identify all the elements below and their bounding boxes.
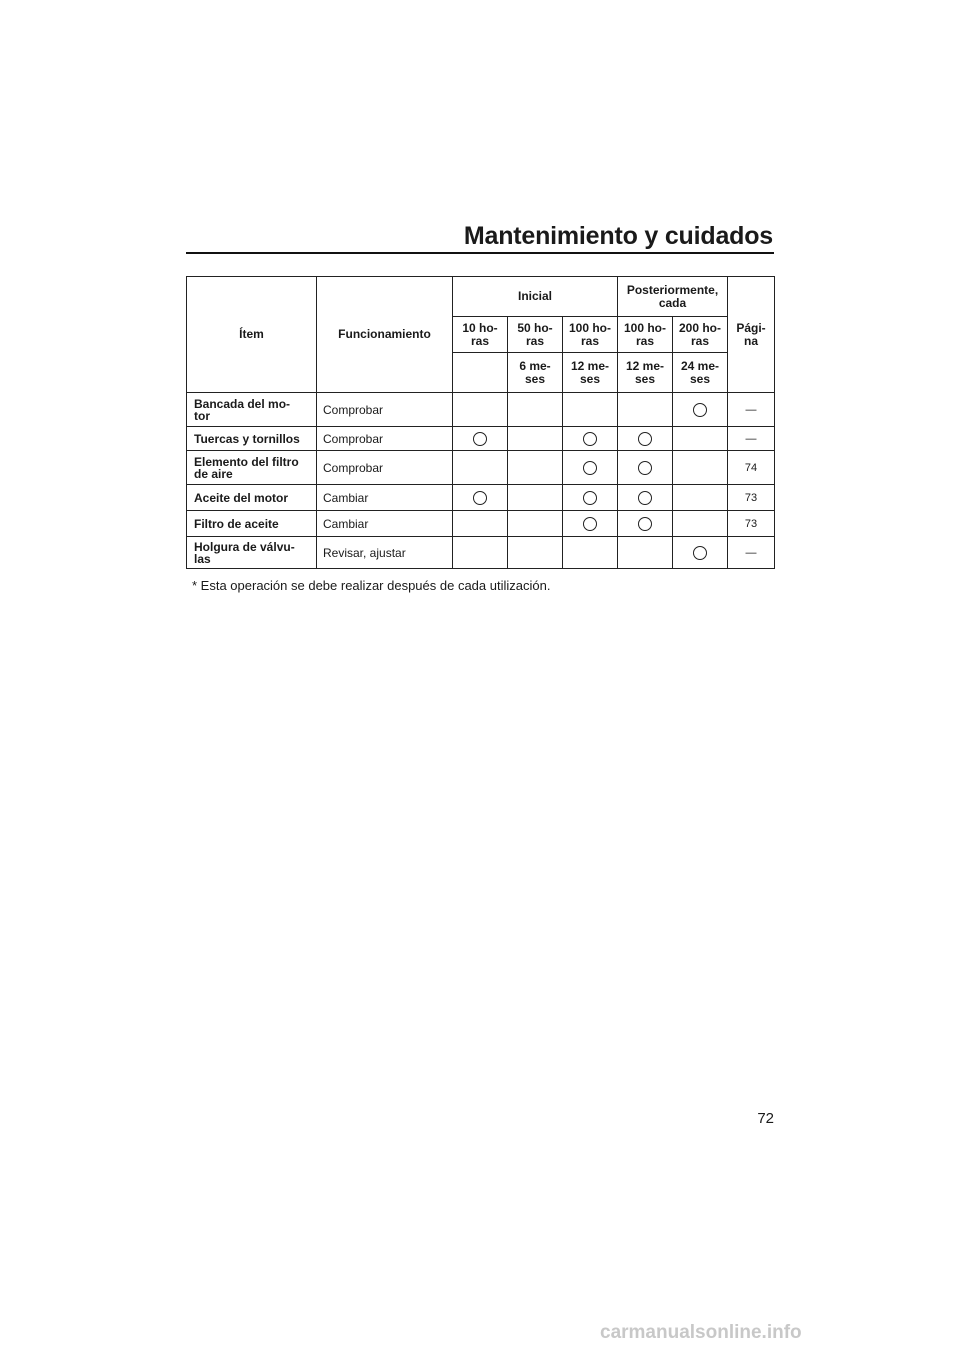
row-operation: Comprobar bbox=[317, 451, 453, 485]
schedule-cell bbox=[508, 393, 563, 427]
table-row bbox=[187, 537, 775, 569]
schedule-cell bbox=[673, 485, 728, 511]
row-page: 74 bbox=[728, 451, 775, 485]
table-row bbox=[187, 451, 775, 485]
header-months: 12 me- ses bbox=[563, 353, 618, 393]
header-months: 12 me- ses bbox=[618, 353, 673, 393]
row-item: Tuercas y tornillos bbox=[187, 427, 317, 451]
header-months: 24 me- ses bbox=[673, 353, 728, 393]
schedule-cell bbox=[563, 511, 618, 537]
row-operation: Comprobar bbox=[317, 427, 453, 451]
circle-mark-icon bbox=[638, 517, 652, 531]
circle-mark-icon bbox=[638, 461, 652, 475]
table-row bbox=[187, 511, 775, 537]
schedule-cell bbox=[453, 537, 508, 569]
page-title: Mantenimiento y cuidados bbox=[463, 222, 773, 250]
table-body bbox=[187, 393, 775, 569]
circle-mark-icon bbox=[693, 403, 707, 417]
schedule-cell bbox=[453, 451, 508, 485]
schedule-cell bbox=[673, 511, 728, 537]
header-initial: Inicial bbox=[453, 277, 618, 317]
row-operation: Cambiar bbox=[317, 485, 453, 511]
row-page: — bbox=[728, 427, 775, 451]
circle-mark-icon bbox=[473, 432, 487, 446]
schedule-cell bbox=[673, 427, 728, 451]
header-months bbox=[453, 353, 508, 393]
schedule-cell bbox=[563, 485, 618, 511]
circle-mark-icon bbox=[638, 491, 652, 505]
table-row bbox=[187, 485, 775, 511]
circle-mark-icon bbox=[583, 491, 597, 505]
title-divider bbox=[186, 252, 774, 254]
schedule-cell bbox=[453, 511, 508, 537]
schedule-cell bbox=[508, 451, 563, 485]
row-operation: Cambiar bbox=[317, 511, 453, 537]
schedule-cell bbox=[453, 393, 508, 427]
table-row bbox=[187, 427, 775, 451]
header-hours: 200 ho- ras bbox=[673, 317, 728, 353]
header-hours: 50 ho- ras bbox=[508, 317, 563, 353]
schedule-cell bbox=[618, 485, 673, 511]
header-operation: Funcionamiento bbox=[317, 277, 453, 393]
schedule-cell bbox=[563, 427, 618, 451]
header-hours: 10 ho- ras bbox=[453, 317, 508, 353]
header-hours: 100 ho- ras bbox=[563, 317, 618, 353]
schedule-cell bbox=[563, 451, 618, 485]
schedule-cell bbox=[673, 451, 728, 485]
row-item: Aceite del motor bbox=[187, 485, 317, 511]
schedule-cell bbox=[508, 485, 563, 511]
circle-mark-icon bbox=[583, 517, 597, 531]
schedule-cell bbox=[618, 427, 673, 451]
circle-mark-icon bbox=[638, 432, 652, 446]
circle-mark-icon bbox=[583, 461, 597, 475]
row-page: — bbox=[728, 537, 775, 569]
row-operation: Comprobar bbox=[317, 393, 453, 427]
row-item: Filtro de aceite bbox=[187, 511, 317, 537]
row-page: 73 bbox=[728, 485, 775, 511]
header-thereafter: Posteriormente, cada bbox=[618, 277, 728, 317]
header-page: Pági- na bbox=[728, 277, 775, 393]
schedule-cell bbox=[618, 537, 673, 569]
header-hours: 100 ho- ras bbox=[618, 317, 673, 353]
row-operation: Revisar, ajustar bbox=[317, 537, 453, 569]
circle-mark-icon bbox=[693, 546, 707, 560]
table-row bbox=[187, 393, 775, 427]
page-number: 72 bbox=[757, 1110, 774, 1127]
schedule-cell bbox=[618, 393, 673, 427]
schedule-cell bbox=[508, 537, 563, 569]
schedule-cell bbox=[508, 511, 563, 537]
schedule-cell bbox=[618, 451, 673, 485]
watermark: carmanualsonline.info bbox=[600, 1322, 802, 1343]
row-item: Bancada del mo- tor bbox=[187, 393, 317, 427]
schedule-cell bbox=[673, 537, 728, 569]
footnote: * Esta operación se debe realizar después de cada utilización. bbox=[192, 578, 551, 593]
row-page: 73 bbox=[728, 511, 775, 537]
schedule-cell bbox=[673, 393, 728, 427]
schedule-cell bbox=[453, 427, 508, 451]
header-item: Ítem bbox=[187, 277, 317, 393]
schedule-cell bbox=[453, 485, 508, 511]
maintenance-table bbox=[186, 276, 775, 569]
schedule-cell bbox=[508, 427, 563, 451]
header-months: 6 me- ses bbox=[508, 353, 563, 393]
schedule-cell bbox=[618, 511, 673, 537]
row-page: — bbox=[728, 393, 775, 427]
circle-mark-icon bbox=[583, 432, 597, 446]
row-item: Holgura de válvu- las bbox=[187, 537, 317, 569]
circle-mark-icon bbox=[473, 491, 487, 505]
schedule-cell bbox=[563, 537, 618, 569]
row-item: Elemento del filtro de aire bbox=[187, 451, 317, 485]
schedule-cell bbox=[563, 393, 618, 427]
